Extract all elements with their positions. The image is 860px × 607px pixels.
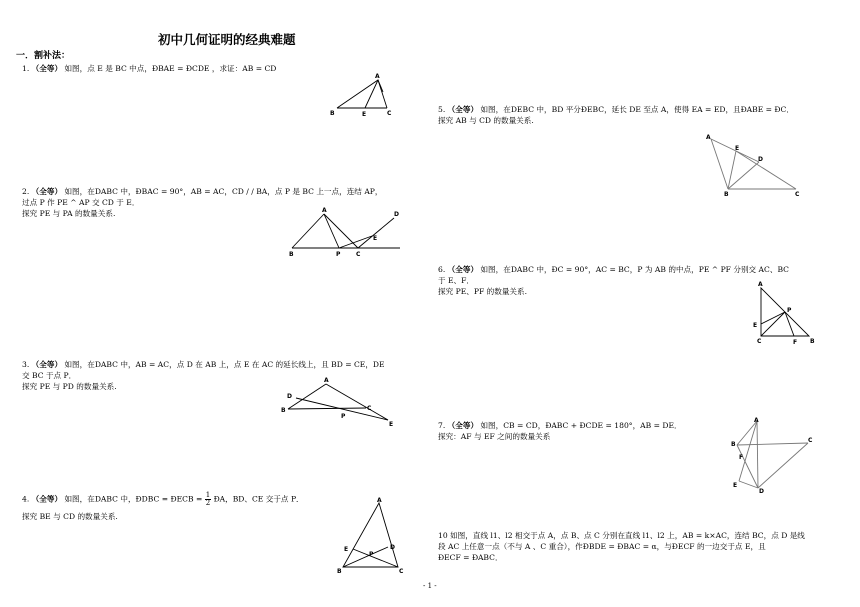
problem-5 bbox=[438, 104, 794, 126]
fig3-label-p: P bbox=[341, 413, 346, 420]
problem-5-line-2: 探究 AB 与 CD 的数量关系. bbox=[438, 116, 534, 125]
problem-1-tag: （全等） bbox=[31, 64, 63, 73]
fraction-denominator: 2 bbox=[205, 499, 211, 507]
fig3-label-c: C bbox=[367, 405, 372, 412]
problem-3-number: 3. bbox=[22, 360, 30, 369]
fig5-label-c: C bbox=[795, 191, 800, 198]
fig3-label-d: D bbox=[287, 393, 292, 400]
problem-4-line-1b: ÐA，BD、CE 交于点 P． bbox=[213, 494, 304, 504]
problem-5-number: 5. bbox=[438, 105, 446, 114]
problem-6-tag: （全等） bbox=[447, 265, 479, 274]
problem-6-line-3: 探究 PE、PF 的数量关系. bbox=[438, 287, 528, 296]
figure-6 bbox=[751, 279, 821, 349]
fig5-label-a: A bbox=[706, 134, 711, 141]
problem-2-line-2: 过点 P 作 PE ^ AP 交 CD 于 E． bbox=[22, 198, 140, 207]
fig2-label-b: B bbox=[289, 251, 294, 258]
problem-4-line-2: 探究 BE 与 CD 的数量关系. bbox=[22, 512, 118, 521]
problem-4-line-1: 如图，在DABC 中，ÐDBC = ÐECB = bbox=[64, 494, 203, 504]
fig2-label-e: E bbox=[373, 235, 378, 242]
fig3-label-b: B bbox=[281, 407, 286, 414]
fig6-label-f: F bbox=[793, 339, 798, 346]
problem-7-tag: （全等） bbox=[447, 421, 479, 430]
figure-2 bbox=[287, 206, 412, 260]
problem-7-line-2: 探究：AF 与 EF 之间的数量关系 bbox=[438, 432, 551, 441]
fig2-label-a: A bbox=[322, 207, 327, 214]
problem-1-text: 如图，点 E 是 BC 中点，ÐBAE = ÐCDE ，求证：AB = CD bbox=[64, 64, 277, 73]
figure-4 bbox=[333, 497, 408, 577]
problem-4-fraction bbox=[205, 492, 211, 507]
problem-4 bbox=[22, 492, 304, 522]
fig7-label-c: C bbox=[808, 437, 813, 444]
problem-1 bbox=[22, 63, 276, 74]
problem-6-line-2: 于 E、F． bbox=[438, 276, 475, 285]
fig6-label-p: P bbox=[787, 307, 792, 314]
fig5-label-e: E bbox=[735, 145, 740, 152]
figure-3 bbox=[278, 374, 398, 432]
fig4-label-p: P bbox=[369, 551, 374, 558]
problem-2-line-1: 如图，在DABC 中，ÐBAC = 90°，AB = AC，CD / / BA，点 P 是 BC 上一点，连结 AP， bbox=[64, 187, 383, 196]
fig1-label-a: A bbox=[375, 73, 380, 80]
problem-1-number: 1. bbox=[22, 64, 30, 73]
fig3-label-e: E bbox=[389, 421, 394, 428]
section-heading: 一．割补法： bbox=[16, 51, 71, 61]
problem-10-line-1: 10 如图，直线 l1、l2 相交于点 A，点 B、点 C 分别在直线 l1、l2 上，AB = k×AC，连结 BC，点 D 是线 bbox=[438, 531, 805, 540]
problem-6-number: 6. bbox=[438, 265, 446, 274]
fig6-label-e: E bbox=[753, 322, 758, 329]
fig4-label-e: E bbox=[344, 546, 349, 553]
problem-7-number: 7. bbox=[438, 421, 446, 430]
fig4-label-a: A bbox=[377, 497, 382, 504]
problem-5-tag: （全等） bbox=[447, 105, 479, 114]
fig7-label-a: A bbox=[754, 417, 759, 424]
fig6-label-a: A bbox=[758, 281, 763, 288]
problem-2-line-3: 探究 PE 与 PA 的数量关系. bbox=[22, 209, 116, 218]
problem-2-number: 2. bbox=[22, 187, 30, 196]
problem-6-line-1: 如图，在DABC 中，ÐC = 90°，AC = BC，P 为 AB 的中点，PE ^ PF 分别交 AC、BC bbox=[480, 265, 789, 274]
fraction-numerator: 1 bbox=[205, 491, 211, 499]
fig7-label-f: F bbox=[739, 454, 744, 461]
fig7-label-b: B bbox=[731, 441, 736, 448]
fig4-label-d: D bbox=[390, 544, 395, 551]
problem-6 bbox=[438, 264, 789, 297]
figure-7 bbox=[728, 413, 816, 495]
problem-7-line-1: 如图，CB = CD，ÐABC + ÐCDE = 180°，AB = DE． bbox=[480, 421, 682, 430]
figure-1 bbox=[325, 72, 400, 120]
problem-3-tag: （全等） bbox=[31, 360, 63, 369]
fig2-label-d: D bbox=[394, 211, 399, 218]
problem-4-number: 4. bbox=[22, 494, 30, 504]
problem-4-tag: （全等） bbox=[31, 494, 63, 504]
problem-10-line-2: 段 AC 上任意一点（不与 A 、C 重合），作ÐBDE = ÐBAC = α，与ÐECF 的一边交于点 E，且 bbox=[438, 542, 766, 551]
fig5-label-d: D bbox=[758, 156, 763, 163]
fig4-label-c: C bbox=[399, 568, 404, 575]
fig2-label-c: C bbox=[356, 251, 361, 258]
fig1-label-c: C bbox=[387, 110, 392, 117]
problem-5-line-1: 如图，在DEBC 中，BD 平分ÐEBC，延长 DE 至点 A，使得 EA = ED，且ÐABE = ÐC． bbox=[480, 105, 794, 114]
problem-3-line-2: 交 BC 于点 P． bbox=[22, 371, 77, 380]
fig2-label-p: P bbox=[336, 251, 341, 258]
fig1-label-e: E bbox=[362, 111, 367, 118]
problem-7 bbox=[438, 420, 682, 442]
fig6-label-b: B bbox=[810, 338, 815, 345]
fig6-label-c: C bbox=[757, 338, 762, 345]
fig5-label-b: B bbox=[724, 191, 729, 198]
fig7-label-d: D bbox=[759, 488, 764, 495]
figure-5 bbox=[702, 131, 807, 201]
page-number: - 1 - bbox=[423, 582, 437, 590]
problem-3-line-1: 如图，在DABC 中，AB = AC，点 D 在 AB 上，点 E 在 AC 的延长线上，且 BD = CE，DE bbox=[64, 360, 385, 369]
problem-10-line-3: ÐECF = ÐABC． bbox=[438, 553, 503, 562]
problem-3-line-3: 探究 PE 与 PD 的数量关系. bbox=[22, 382, 117, 391]
fig3-label-a: A bbox=[324, 377, 329, 384]
fig1-label-b: B bbox=[330, 110, 335, 117]
fig7-label-e: E bbox=[733, 482, 738, 489]
problem-10 bbox=[438, 530, 805, 563]
document-title: 初中几何证明的经典难题 bbox=[158, 32, 296, 47]
fig4-label-b: B bbox=[337, 568, 342, 575]
problem-2-tag: （全等） bbox=[31, 187, 63, 196]
